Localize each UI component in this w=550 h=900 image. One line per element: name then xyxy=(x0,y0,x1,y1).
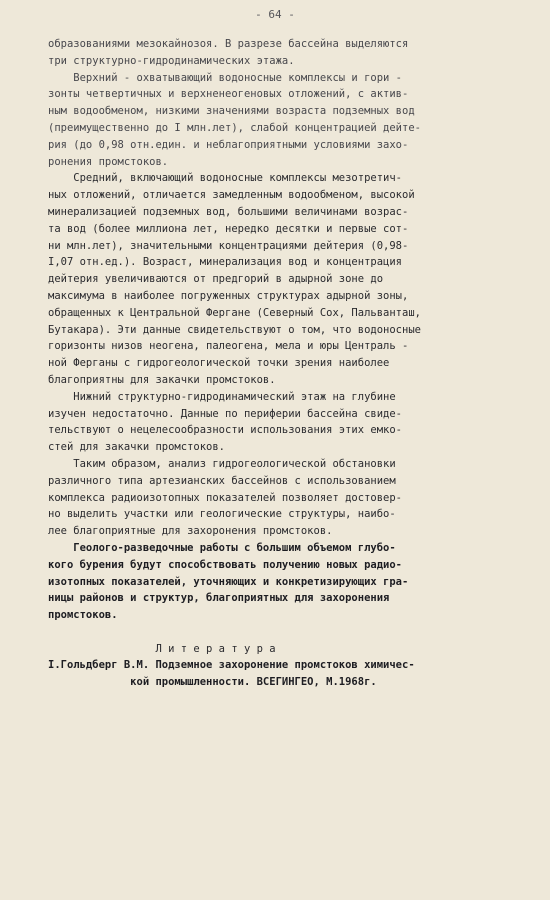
text-line: Средний, включающий водоносные комплексы мезотретич- xyxy=(48,172,403,185)
text-line: обращенных к Центральной Фергане (Северный Сох, Пальванташ, xyxy=(48,306,421,319)
text-line: ных отложений, отличается замедленным водообменом, высокой xyxy=(48,189,415,202)
text-line: кого бурения будут способствовать получению новых радио- xyxy=(48,558,403,571)
text-line: комплекса радиоизотопных показателей позволяет достовер- xyxy=(48,491,403,504)
text-line: три структурно-гидродинамических этажа. xyxy=(48,54,295,67)
text-line: рия (до 0,98 отн.един. и неблагоприятными условиями захо- xyxy=(48,138,409,151)
text-line: тельствуют о нецелесообразности использования этих емко- xyxy=(48,424,403,437)
text-line: минерализацией подземных вод, большими величинами возрас- xyxy=(48,205,409,218)
text-line: изотопных показателей, уточняющих и конкретизирующих гра- xyxy=(48,575,409,588)
body-text xyxy=(48,36,523,691)
text-line: Геолого-разведочные работы с большим объемом глубо- xyxy=(48,541,396,554)
text-line: ницы районов и структур, благоприятных для захоронения xyxy=(48,592,390,605)
text-line: Таким образом, анализ гидрогеологической обстановки xyxy=(48,457,396,470)
text-line: ронения промстоков. xyxy=(48,155,169,168)
text-line: Верхний - охватывающий водоносные комплексы и гори - xyxy=(48,71,403,84)
text-line: ни млн.лет), значительными концентрациями дейтерия (0,98- xyxy=(48,239,409,252)
references-heading: Л и т е р а т у р а xyxy=(48,642,276,655)
text-line: Нижний структурно-гидродинамический этаж на глубине xyxy=(48,390,396,403)
text-line: та вод (более миллиона лет, нередко десятки и первые сот- xyxy=(48,222,409,235)
text-line: благоприятны для закачки промстоков. xyxy=(48,373,276,386)
text-line: образованиями мезокайнозоя. В разрезе бассейна выделяются xyxy=(48,38,409,50)
text-line: ной Ферганы с гидрогеологической точки зрения наиболее xyxy=(48,357,390,370)
blank-line xyxy=(48,624,523,641)
text-line: изучен недостаточно. Данные по периферии бассейна свиде- xyxy=(48,407,403,420)
page-number: - 64 - xyxy=(255,8,295,21)
text-line: дейтерия увеличиваются от предгорий в адырной зоне до xyxy=(48,273,384,286)
reference-entry-continuation: кой промышленности. ВСЕГИНГЕО, М.1968г. xyxy=(48,676,377,689)
text-line: горизонты низов неогена, палеогена, мела и юры Централь - xyxy=(48,340,409,353)
text-line: ным водообменом, низкими значениями возраста подземных вод xyxy=(48,105,415,118)
reference-entry: I.Гольдберг В.М. Подземное захоронение промстоков химичес- xyxy=(48,659,415,672)
text-line: (преимущественно до I млн.лет), слабой концентрацией дейте- xyxy=(48,121,421,134)
text-line: промстоков. xyxy=(48,609,118,622)
text-line: максимума в наиболее погруженных структурах адырной зоны, xyxy=(48,289,409,302)
text-line: I,07 отн.ед.). Возраст, минерализация вод и концентрация xyxy=(48,256,403,269)
text-line: стей для закачки промстоков. xyxy=(48,441,226,454)
text-line: различного типа артезианских бассейнов с использованием xyxy=(48,474,396,487)
text-line: Бутакара). Эти данные свидетельствуют о том, что водоносные xyxy=(48,323,421,336)
text-line: но выделить участки или геологические структуры, наибо- xyxy=(48,508,396,521)
text-line: зонты четвертичных и верхненеогеновых отложений, с актив- xyxy=(48,88,409,101)
text-line: лее благоприятные для захоронения промстоков. xyxy=(48,525,333,538)
